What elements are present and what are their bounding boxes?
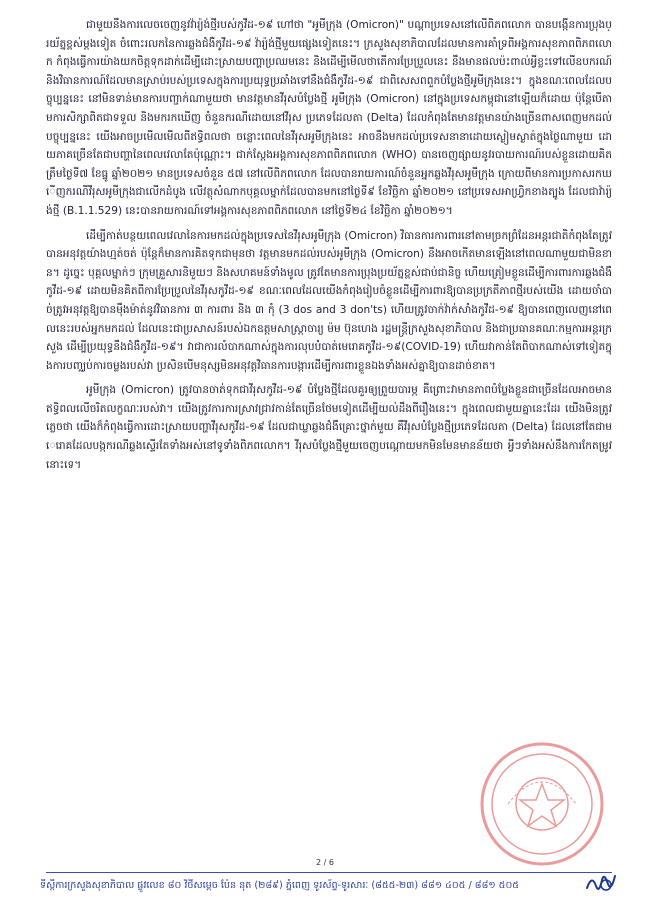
- footer-address: ទីស្តីការក្រសួងសុខាភិបាល ផ្លូវលេខ ៨០ វិថីសម្តេច ប៉ែន នុត (២៨៩) ភ្នំពេញ ទូរស័ព្ទ-ទូរសារៈ (៨៥៥-២៣) ៨៨១ ៤០៥ / ៨៨១ ៥០៥: [40, 880, 520, 891]
- body-text: [46, 16, 612, 480]
- paragraph-3: អូមីក្រុង (Omicron) ត្រូវបានចាត់ទុកជាវីរុសកូវីដ-១៩ បំប្លែងថ្មីដែលគួរឲ្យព្រួយបារម្ភ គឺព្រោះវាមានភាពបំប្លែងខ្លួនជាច្រើនដែលអាចមានឥទ្ធិពលលើចរិតលក្ខណៈរបស់វា។ យើងត្រូវការការស្រាវជ្រាវកាន់តែច្រើនថែមទៀតដើម្បីយល់ដឹងពីរឿងនេះ។ ក្នុងពេលជាមួយគ្នានេះដែរ យើងមិនត្រូវភ្លេចថា យើងក៏កំពុងធ្វើការដោះស្រាយបញ្ហាវីរុសកូវីដ-១៩ ដែលជាឃ្លាឆ្លងជំងឺគ្រោះថ្នាក់មួយ គឺវីរុសបំប្លែងថ្មីប្រភេទដែលតា (Delta) ដែលនៅតែជាមេរោគដែលបង្កករណីឆ្លងស្ទើរតែទាំងអស់នៅទូទាំងពិភពលោក។ វីរុសបំប្លែងថ្មីមួយចេញបណ្តោយមកមិនមែនមានន័យថា អ្វីៗទាំងអស់នឹងការកែតម្រូវនោះទេ។: [46, 384, 612, 471]
- paragraph-1: ជាមួយនឹងការលេចចេញនូវវ៉ារ្យ៉ង់ថ្មីរបស់កូវីដ-១៩ ហៅថា "អូមីក្រុង (Omicron)" បណ្តាប្រទេសនៅលើពិភពលោក បានបង្កើនការប្រុងប្រយ័ត្នខ្ពស់ម្តងទៀត ចំពោះរលកនៃការឆ្លងជំងឺកូវីដ-១៩ វ៉ារ្យ៉ង់ថ្មីមួយផ្សេងទៀតនេះ។ ក្រសួងសុខាភិបាលដែលមានការគាំទ្រពីអង្គការសុខភាពពិភពលោក កំពុងធ្វើការយ៉ាងយកចិត្តទុកដាក់ដើម្បីដោះស្រាយបញ្ហាប្រឈមនេះ និងដើម្បីមើលថាតើការប្រែប្រួលនេះ នឹងមានផលប៉ះពាល់អ្វីខ្លះទៅលើឧបករណ៍ និងវិធានការណ៍ដែលមានស្រាប់របស់ប្រទេសក្នុងការប្រយុទ្ធប្រឆាំងទៅនឹងជំងឺកូវីដ-១៩ ជាពិសេសពពួកបំប្លែងថ្មីអូមីក្រុងនេះ។ ក្នុងខណៈពេលដែលបច្ចុប្បន្ននេះ នៅមិនទាន់មានការបញ្ជាក់ណាមួយថា មានវត្តមានវីរុសបំប្លែងថ្មី អូមីក្រុង (Omicron) នៅក្នុងប្រទេសកម្ពុជានៅឡើយក៏ដោយ ប៉ុន្តែបើតាមការសិក្សាពិតជាទទួល និងមករកឃើញ ចំនួនករណីដោយនៅវីរុស ប្រភេទដែលតា (Delta) ដែលកំពុងតែមានវត្តមានយ៉ាងច្រើនពាសពេញមកដល់បច្ចុប្បន្ននេះ យើងអាចប្រមើលមើលពីឥទ្ធិពលថា ចន្លោះពេលនៃវីរុសអូមីក្រុងនេះ អាចនឹងមកដល់ប្រទេសនានាដោយស្ងៀមស្ងាត់ក្នុងថ្ងៃណាមួយ ដោយភាគច្រើនតែជាបញ្ហានៃពេលវេលាតែប៉ុណ្ណោះ។ ជាក់ស្តែងអង្គការសុខភាពពិភពលោក (WHO) បានចេញផ្សាយនូវរបាយការណ៍របស់ខ្លួនដោយគិតត្រឹមថ្ងៃទី៧ ខែធ្នូ ឆ្នាំ២០២១ មានប្រទេសចំនួន ៥៧ នៅលើពិភពលោក ដែលបានរាយការណ៍ចំនួនអ្នកឆ្លងវីរុសអូមីក្រុង ក្រោយពីមានការប្រកាសរកឃើញករណីវីរុសអូមីក្រុងជាលើកដំបូង លើវត្ថុសំណាកបុគ្គលម្នាក់ដែលបានមកនៅថ្ងៃទី៩ ខែវិច្ឆិកា ឆ្នាំ២០២១ នៅប្រទេសអាហ្វ្រិកខាងត្បូង ដែលជាវ៉ារ្យ៉ង់ថ្មី (B.1.1.529) នេះបានរាយការណ៍ទៅអង្គការសុខភាពពិភពលោក នៅថ្ងៃទី២៤ ខែវិច្ឆិកា ឆ្នាំ២០២១។: [46, 19, 612, 217]
- paragraph-2: ដើម្បីកាត់បន្ថយពេលវេលានៃការមកដល់ក្នុងប្រទេសនៃវីរុសអូមីក្រុង (Omicron) វិធានការការពារនៅតាមច្រកព្រំដែនអន្តរជាតិកំពុងតែត្រូវបានអនុវត្តយ៉ាងហ្មត់ចត់ ប៉ុន្តែក៏មានការគិតទុកជាមុនថា វត្តមានមកដល់របស់អូមីក្រុង (Omicron) នឹងអាចកើតមានឡើងនៅពេលណាមួយជាមិនខាន។ ដូច្នេះ បុគ្គលម្នាក់ៗ ក្រុមគ្រួសារនិមួយៗ និងសហគមន៍ទាំងមូល ត្រូវតែមានការប្រុងប្រយ័ត្នខ្ពស់ជាប់ជានិច្ច ហើយត្រៀមខ្លួនដើម្បីការពារការឆ្លងជំងឺកូវីដ-១៩ ដោយមិនគិតពីការប្រែប្រួលនៃវីរុសកូវីដ-១៩ ខណៈពេលដែលយើងកំពុងរៀបចំខ្លួនដើម្បីការពារឱ្យបានប្រក្រតីភាពថ្មីរបស់យើង ដោយចាំបាច់ត្រូវអនុវត្តឱ្យបានម៉ឺងម៉ាត់នូវវិធានការ ៣ ការពារ និង ៣ កុំ (3 dos and 3 don'ts) ហើយត្រូវចាក់វ៉ាក់សាំងកូវីដ-១៩ ឱ្យបានពេញលេញនៅពេលនេះរបស់អ្នកមកដល់ ដែលនេះជាប្រសាសន៍របស់ឯកឧត្តមសាស្ត្រាចារ្យ ម៉ម ប៊ុនហេង រដ្ឋមន្ត្រីក្រសួងសុខាភិបាល និងជាប្រធានគណៈកម្មការអន្តរក្រសួង ដើម្បីប្រយុទ្ធនឹងជំងឺកូវីដ-១៩។ វាជាការលំបាកណាស់ក្នុងការលុបបំបាត់មេរោគកូវីដ-១៩(COVID-19) ហើយវាកាន់តែពិបាកណាស់ទៅទៀតក្នុងការបញ្ឈប់ការចម្លងរបស់វា ប្រសិនបើមនុស្សមិនអនុវត្តវិធានការបង្ការដើម្បីការពារខ្លួនឯងទាំងអស់គ្នាឱ្យបានដាច់ខាត។: [46, 229, 612, 372]
- page-number: 2 / 6: [316, 858, 334, 867]
- signature-icon: [584, 868, 618, 898]
- footer-divider: [46, 872, 612, 873]
- ministry-seal-stamp: [478, 740, 606, 868]
